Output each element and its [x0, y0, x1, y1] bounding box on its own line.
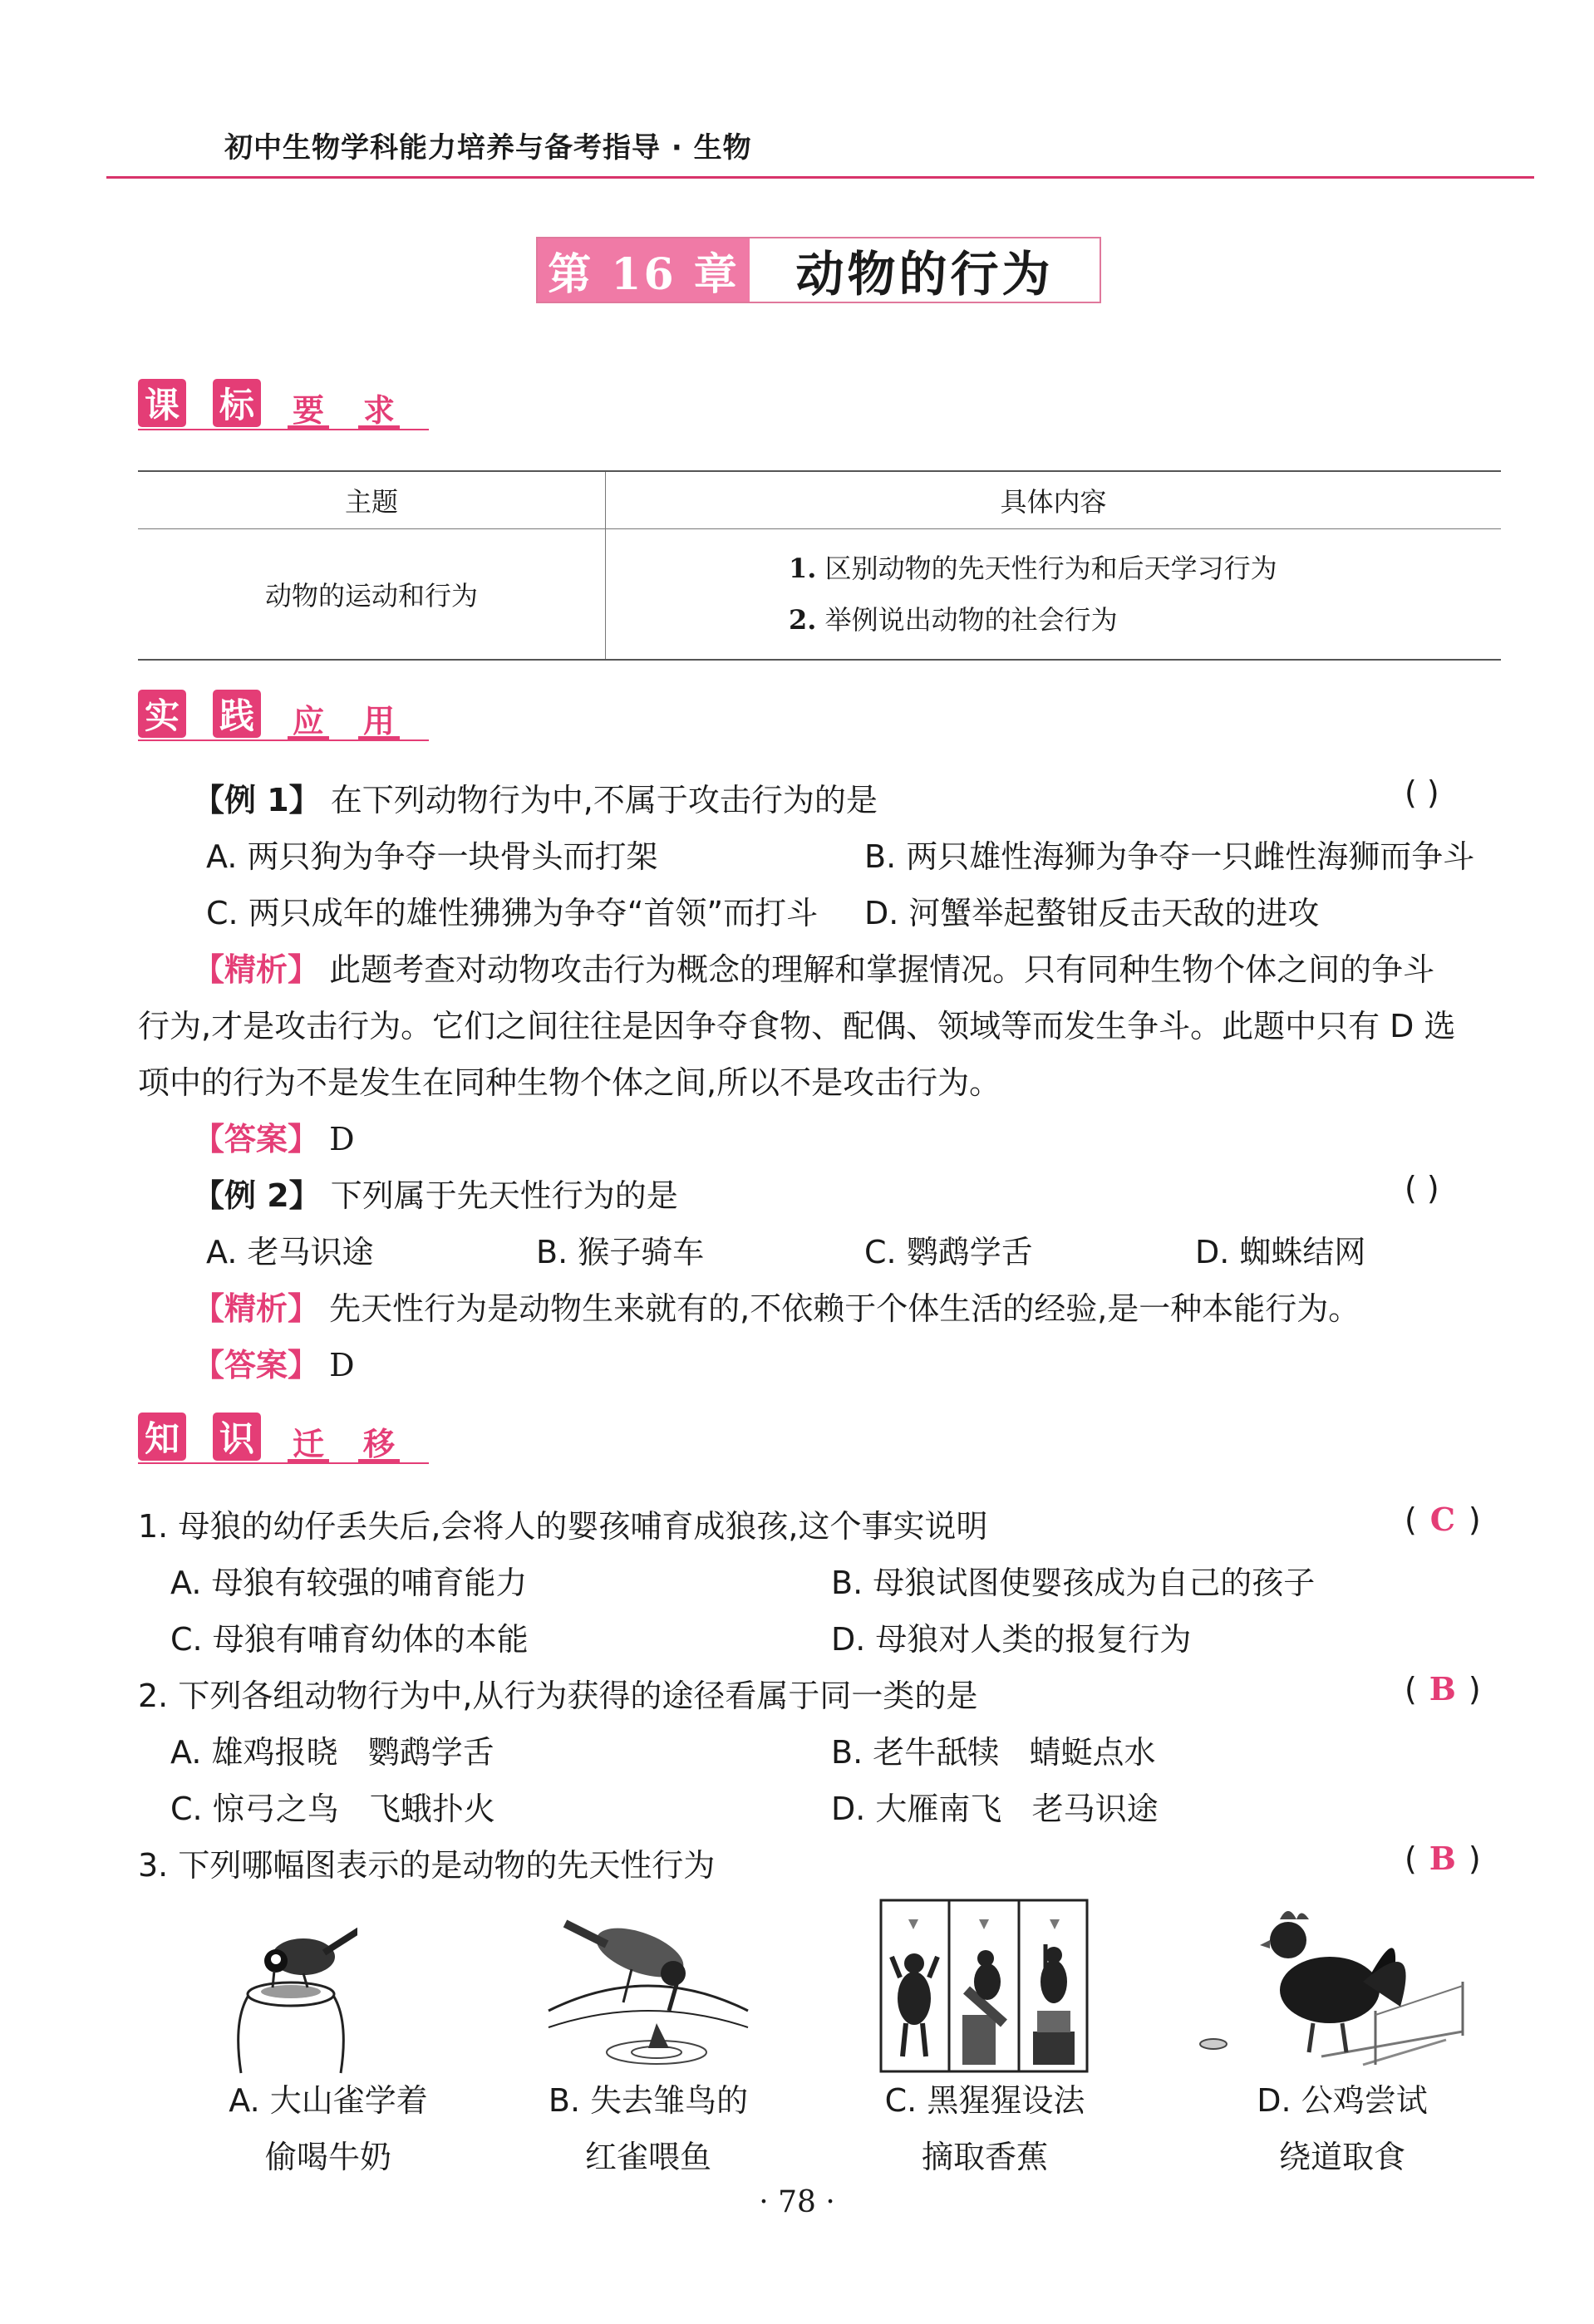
question-1-answer: ( C ) [1405, 1501, 1481, 1538]
table-row [138, 529, 1501, 661]
example-1-analysis-line: 行为,才是攻击行为。它们之间往往是因争夺食物、配偶、领域等而发生争斗。此题中只有 D 选 [138, 1008, 1456, 1044]
question-2-stem: 2. 下列各组动物行为中,从行为获得的途径看属于同一类的是 [138, 1678, 978, 1714]
example-2-answer: 【答案】 D [193, 1347, 355, 1383]
question-1-option-a: A. 母狼有较强的哺育能力 [170, 1565, 528, 1601]
section-char: 课 [138, 379, 186, 427]
question-1-stem: 1. 母狼的幼仔丢失后,会将人的婴孩哺育成狼孩,这个事实说明 [138, 1508, 988, 1545]
section-char: 知 [138, 1413, 186, 1461]
standards-table [138, 470, 1501, 661]
example-1-answer-blank: ( ) [1405, 774, 1439, 811]
figure-b-caption: B. 失去雏鸟的 红雀喂鱼 [548, 2082, 749, 2175]
question-2-option-c: C. 惊弓之鸟 飞蛾扑火 [170, 1791, 495, 1827]
section-practice-heading [138, 690, 437, 748]
figure-c-chimpanzee-illustration [879, 1899, 1089, 2073]
section-char: 用 [358, 700, 400, 739]
example-1-option-a: A. 两只狗为争夺一块骨头而打架 [206, 838, 658, 875]
table-header-content: 具体内容 [1000, 486, 1107, 518]
header-rule [106, 176, 1534, 179]
example-1-option-b: B. 两只雄性海狮为争夺一只雌性海狮而争斗 [864, 838, 1475, 875]
section-char: 标 [213, 379, 261, 427]
figure-d-caption: D. 公鸡尝试 绕道取食 [1257, 2082, 1428, 2175]
example-2-question: 【例 2】 下列属于先天性行为的是 [193, 1177, 678, 1214]
section-transfer-heading [138, 1413, 437, 1471]
page-number: · 78 · [759, 2185, 835, 2219]
chapter-title: 动物的行为 [750, 238, 1100, 302]
example-2-answer-blank: ( ) [1405, 1170, 1439, 1206]
example-2-option-b: B. 猴子骑车 [536, 1234, 705, 1270]
example-1-option-c: C. 两只成年的雄性狒狒为争夺“首领”而打斗 [206, 895, 819, 931]
section-char: 应 [288, 700, 329, 739]
section-char: 践 [213, 690, 261, 738]
table-header-topic: 主题 [138, 471, 606, 529]
example-1-analysis: 【精析】 此题考查对动物攻击行为概念的理解和掌握情况。只有同种生物个体之间的争斗 [193, 951, 1435, 988]
example-2-analysis: 【精析】 先天性行为是动物生来就有的,不依赖于个体生活的经验,是一种本能行为。 [193, 1290, 1360, 1327]
example-1-option-d: D. 河蟹举起螯钳反击天敌的进攻 [864, 895, 1320, 931]
figure-a-great-tit-illustration [224, 1911, 357, 2077]
question-1-option-b: B. 母狼试图使婴孩成为自己的孩子 [831, 1565, 1316, 1601]
question-2-option-b: B. 老牛舐犊 蜻蜓点水 [831, 1734, 1156, 1771]
section-standards-heading [138, 379, 437, 437]
figure-c-caption: C. 黑猩猩设法 摘取香蕉 [884, 2082, 1085, 2175]
book-title: 初中生物学科能力培养与备考指导 · 生物 [224, 131, 752, 165]
example-1-question: 【例 1】 在下列动物行为中,不属于攻击行为的是 [193, 782, 878, 818]
list-item: 1. 区别动物的先天性行为和后天学习行为 [789, 553, 1277, 584]
section-char: 识 [213, 1413, 261, 1461]
section-char: 求 [358, 389, 400, 429]
example-2-option-a: A. 老马识途 [206, 1234, 374, 1270]
table-cell-content [606, 529, 1502, 661]
section-char: 移 [358, 1422, 400, 1462]
section-char: 迁 [288, 1422, 329, 1462]
question-2-answer: ( B ) [1405, 1670, 1481, 1707]
example-1-analysis-line: 项中的行为不是发生在同种生物个体之间,所以不是攻击行为。 [138, 1064, 1001, 1101]
question-1-option-c: C. 母狼有哺育幼体的本能 [170, 1621, 529, 1658]
example-1-answer: 【答案】 D [193, 1121, 355, 1157]
example-2-option-c: C. 鹦鹉学舌 [864, 1234, 1033, 1270]
section-char: 要 [288, 389, 329, 429]
figure-d-rooster-illustration [1197, 1899, 1471, 2073]
list-item: 2. 举例说出动物的社会行为 [789, 604, 1118, 636]
question-1-option-d: D. 母狼对人类的报复行为 [831, 1621, 1192, 1658]
question-3-stem: 3. 下列哪幅图表示的是动物的先天性行为 [138, 1847, 716, 1884]
chapter-banner [536, 237, 1101, 303]
question-2-option-a: A. 雄鸡报晓 鹦鹉学舌 [170, 1734, 494, 1771]
table-cell-topic: 动物的运动和行为 [138, 529, 606, 661]
example-2-option-d: D. 蜘蛛结网 [1195, 1234, 1366, 1270]
chapter-number: 第 16 章 [538, 238, 750, 302]
figure-b-cardinal-illustration [540, 1911, 756, 2077]
question-2-option-d: D. 大雁南飞 老马识途 [831, 1791, 1159, 1827]
figure-a-caption: A. 大山雀学着 偷喝牛奶 [229, 2082, 428, 2175]
question-3-answer: ( B ) [1405, 1840, 1481, 1877]
section-char: 实 [138, 690, 186, 738]
